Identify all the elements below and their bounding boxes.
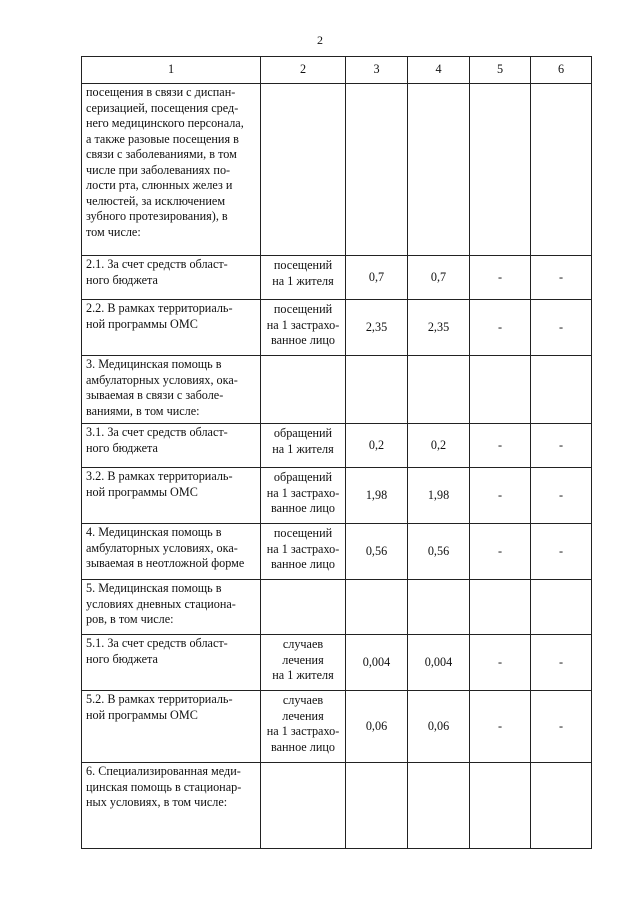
row-unit — [261, 580, 346, 635]
row-value-6: - — [531, 424, 592, 468]
column-header-3: 3 — [346, 57, 408, 84]
row-value-6: - — [531, 524, 592, 580]
column-header-2: 2 — [261, 57, 346, 84]
row-value-3 — [346, 580, 408, 635]
table-row — [82, 580, 592, 635]
row-description: 3.1. За счет средств облаcт- ного бюджета — [82, 424, 261, 468]
table-row — [82, 524, 592, 580]
row-value-4: 2,35 — [408, 300, 470, 356]
row-value-6: - — [531, 468, 592, 524]
row-description: 2.1. За счет средств облаcт- ного бюджета — [82, 256, 261, 300]
table-header — [82, 57, 592, 84]
row-value-5: - — [470, 691, 531, 763]
row-description: 2.2. В рамках территориаль- ной программы ОМС — [82, 300, 261, 356]
table-body — [82, 84, 592, 849]
row-description: 5.1. За счет средств облаcт- ного бюджета — [82, 635, 261, 691]
row-value-3: 0,06 — [346, 691, 408, 763]
table-row — [82, 468, 592, 524]
row-value-4 — [408, 356, 470, 424]
indicators-table — [81, 56, 592, 849]
table-row — [82, 424, 592, 468]
row-value-4: 0,06 — [408, 691, 470, 763]
table-row — [82, 84, 592, 256]
row-value-5: - — [470, 256, 531, 300]
row-value-3: 2,35 — [346, 300, 408, 356]
row-value-3: 0,004 — [346, 635, 408, 691]
row-value-4 — [408, 763, 470, 849]
row-value-6: - — [531, 300, 592, 356]
row-value-3 — [346, 84, 408, 256]
row-unit: обращений на 1 жителя — [261, 424, 346, 468]
page-number: 2 — [317, 33, 323, 47]
row-description: 3.2. В рамках территориаль- ной программы ОМС — [82, 468, 261, 524]
row-value-6 — [531, 356, 592, 424]
table-row — [82, 635, 592, 691]
column-header-4: 4 — [408, 57, 470, 84]
row-value-4: 0,7 — [408, 256, 470, 300]
row-value-5 — [470, 356, 531, 424]
row-value-4: 0,56 — [408, 524, 470, 580]
row-value-6: - — [531, 256, 592, 300]
row-value-5 — [470, 84, 531, 256]
row-unit: посещений на 1 застрахо- ванное лицо — [261, 524, 346, 580]
row-value-5: - — [470, 424, 531, 468]
row-value-5 — [470, 763, 531, 849]
row-unit — [261, 763, 346, 849]
row-description: 4. Медицинская помощь в амбулаторных условиях, ока- зываемая в неотложной форме — [82, 524, 261, 580]
table-row — [82, 763, 592, 849]
row-description: 6. Специализированная меди- цинская помощь в стационар- ных условиях, в том числе: — [82, 763, 261, 849]
row-unit — [261, 84, 346, 256]
row-description: 5.2. В рамках территориаль- ной программы ОМС — [82, 691, 261, 763]
row-value-5: - — [470, 635, 531, 691]
column-header-1: 1 — [82, 57, 261, 84]
table-row — [82, 356, 592, 424]
row-value-4: 0,2 — [408, 424, 470, 468]
row-unit: случаев лечения на 1 застрахо- ванное лицо — [261, 691, 346, 763]
table-row — [82, 256, 592, 300]
row-value-3: 1,98 — [346, 468, 408, 524]
row-value-5: - — [470, 524, 531, 580]
row-description: 5. Медицинская помощь в условиях дневных стациона- ров, в том числе: — [82, 580, 261, 635]
row-value-6 — [531, 84, 592, 256]
row-value-3: 0,56 — [346, 524, 408, 580]
row-description: 3. Медицинская помощь в амбулаторных условиях, ока- зываемая в связи с заболе- ваниями, в том числе: — [82, 356, 261, 424]
row-value-6: - — [531, 691, 592, 763]
table-row — [82, 691, 592, 763]
row-value-6: - — [531, 635, 592, 691]
row-value-4 — [408, 580, 470, 635]
column-header-6: 6 — [531, 57, 592, 84]
header-row — [82, 57, 592, 84]
row-unit: посещений на 1 жителя — [261, 256, 346, 300]
row-value-3 — [346, 763, 408, 849]
row-value-5 — [470, 580, 531, 635]
row-value-4: 1,98 — [408, 468, 470, 524]
row-value-6 — [531, 580, 592, 635]
row-unit: случаев лечения на 1 жителя — [261, 635, 346, 691]
row-value-4: 0,004 — [408, 635, 470, 691]
row-value-6 — [531, 763, 592, 849]
row-value-3: 0,7 — [346, 256, 408, 300]
column-header-5: 5 — [470, 57, 531, 84]
row-unit: посещений на 1 застрахо- ванное лицо — [261, 300, 346, 356]
row-value-5: - — [470, 300, 531, 356]
row-value-3 — [346, 356, 408, 424]
row-value-5: - — [470, 468, 531, 524]
row-description: посещения в связи с диспан- серизацией, посещения сред- него медицинского персонала, а также разовые посещения в связи с заболеваниями, в том числе при заболеваниях по- лости рта, слюнных желез и челюстей, за исключением зубного протезирования), в том числе: — [82, 84, 261, 256]
row-value-3: 0,2 — [346, 424, 408, 468]
row-value-4 — [408, 84, 470, 256]
table-row — [82, 300, 592, 356]
row-unit — [261, 356, 346, 424]
row-unit: обращений на 1 застрахо- ванное лицо — [261, 468, 346, 524]
